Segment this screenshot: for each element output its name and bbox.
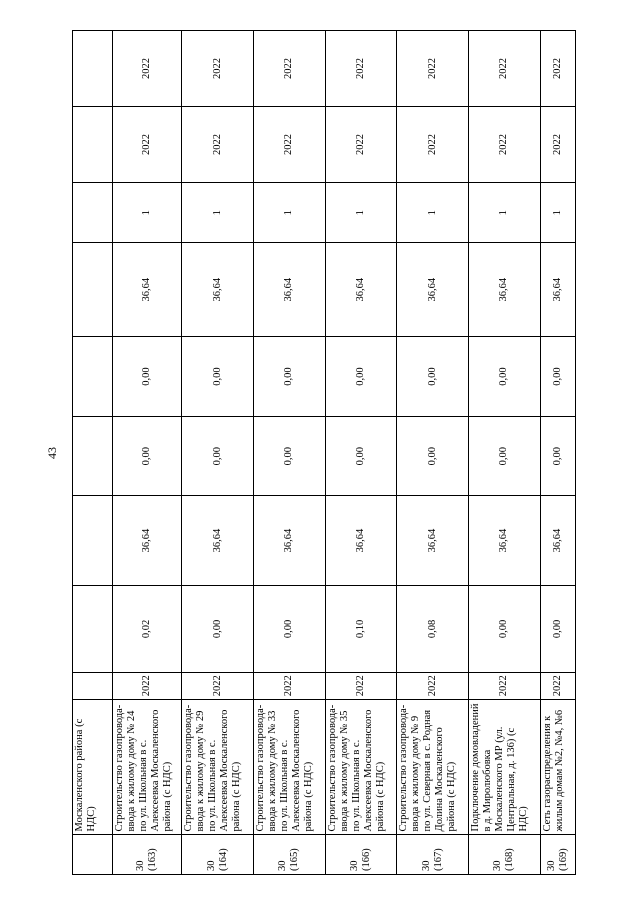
cell-value-3: 0,00 [182,417,254,496]
cell-value-5: 36,64 [325,243,397,337]
header-empty-cell [73,496,113,585]
cell-row-number [112,835,182,875]
row-sub-number: (168) [504,848,516,871]
row-number: 30 [545,860,557,871]
cell-value-7: 2022 [468,107,540,183]
cell-value-1: 0,08 [397,585,469,672]
cell-value-2: 36,64 [468,496,540,585]
rotated-table-container [72,30,576,875]
cell-value-5: 36,64 [468,243,540,337]
cell-value-1: 0,00 [468,585,540,672]
cell-value-3: 0,00 [397,417,469,496]
cell-value-8: 2022 [468,31,540,107]
table-row [397,31,469,875]
cell-value-6: 1 [468,183,540,243]
cell-value-1: 0,00 [540,585,575,672]
cell-value-6: 1 [540,183,575,243]
cell-value-8: 2022 [112,31,182,107]
page-number: 43 [45,447,59,459]
cell-value-8: 2022 [325,31,397,107]
cell-value-7: 2022 [253,107,325,183]
cell-object-name: Строительство газопровода-ввода к жилому дому № 35 по ул. Школьная в с. Алексеевка Москаленского района (с НДС) [325,700,397,835]
cell-value-4: 0,00 [540,337,575,417]
cell-value-4: 0,00 [397,337,469,417]
cell-year: 2022 [468,673,540,700]
cell-value-1: 0,00 [253,585,325,672]
header-empty-cell [73,31,113,107]
cell-value-3: 0,00 [112,417,182,496]
investment-table [72,30,576,875]
row-number: 30 [277,860,289,871]
cell-year: 2022 [397,673,469,700]
row-number: 30 [205,860,217,871]
cell-value-4: 0,00 [325,337,397,417]
cell-value-5: 36,64 [540,243,575,337]
cell-value-6: 1 [325,183,397,243]
header-empty-cell [73,243,113,337]
cell-value-3: 0,00 [540,417,575,496]
header-empty-cell [73,107,113,183]
cell-value-1: 0,02 [112,585,182,672]
row-number: 30 [492,860,504,871]
cell-row-number [325,835,397,875]
cell-value-8: 2022 [397,31,469,107]
cell-object-name: Подключение домовладений в д. Миролюбовка Москаленского МР (ул. Центральная, д. 136) (с НДС) [468,700,540,835]
cell-value-8: 2022 [540,31,575,107]
header-empty-cell [73,585,113,672]
cell-object-name: Строительство газопровода-ввода к жилому дому № 24 по ул. Школьная в с. Алексеевка Москаленского района (с НДС) [112,700,182,835]
table-row [325,31,397,875]
header-empty-cell [73,417,113,496]
row-sub-number: (163) [146,848,158,871]
row-sub-number: (165) [289,848,301,871]
row-sub-number: (164) [217,848,229,871]
cell-row-number [253,835,325,875]
cell-value-7: 2022 [182,107,254,183]
cell-value-3: 0,00 [253,417,325,496]
cell-value-5: 36,64 [397,243,469,337]
cell-value-2: 36,64 [182,496,254,585]
table-header-row [73,31,113,875]
cell-year: 2022 [540,673,575,700]
row-number: 30 [134,860,146,871]
row-number: 30 [420,860,432,871]
header-empty-cell [73,673,113,700]
cell-object-name: Строительство газопровода-ввода к жилому дому № 33 по ул. Школьная в с. Алексеевка Москаленского района (с НДС) [253,700,325,835]
cell-row-number [397,835,469,875]
cell-value-3: 0,00 [468,417,540,496]
cell-value-1: 0,10 [325,585,397,672]
cell-value-2: 36,64 [325,496,397,585]
cell-value-4: 0,00 [253,337,325,417]
header-empty-cell [73,183,113,243]
cell-value-2: 36,64 [112,496,182,585]
cell-value-6: 1 [112,183,182,243]
cell-object-name: Строительство газопровода-ввода к жилому дому № 29 по ул. Школьная в с. Алексеевка Москаленского района (с НДС) [182,700,254,835]
header-text-cell: Москаленского района (с НДС) [73,700,113,835]
row-sub-number: (167) [432,848,444,871]
row-sub-number: (169) [557,848,569,871]
cell-value-8: 2022 [182,31,254,107]
cell-year: 2022 [182,673,254,700]
cell-value-7: 2022 [540,107,575,183]
table-row [253,31,325,875]
header-empty-cell [73,337,113,417]
row-sub-number: (166) [360,848,372,871]
cell-value-2: 36,64 [253,496,325,585]
cell-value-7: 2022 [112,107,182,183]
cell-object-name: Строительство газопровода-ввода к жилому дому № 9 по ул. Северная в с. Родная Долина Москаленского района (с НДС) [397,700,469,835]
cell-value-3: 0,00 [325,417,397,496]
cell-value-2: 36,64 [540,496,575,585]
cell-value-2: 36,64 [397,496,469,585]
cell-year: 2022 [325,673,397,700]
cell-value-1: 0,00 [182,585,254,672]
cell-object-name: Сеть газораспределения к жилым домам №2, №4, №6 [540,700,575,835]
cell-value-4: 0,00 [468,337,540,417]
cell-value-4: 0,00 [112,337,182,417]
cell-value-5: 36,64 [182,243,254,337]
table-row [182,31,254,875]
cell-row-number [182,835,254,875]
cell-value-7: 2022 [325,107,397,183]
cell-value-8: 2022 [253,31,325,107]
table-row [468,31,540,875]
cell-value-6: 1 [253,183,325,243]
cell-value-5: 36,64 [112,243,182,337]
cell-value-6: 1 [182,183,254,243]
table-row [112,31,182,875]
row-number: 30 [348,860,360,871]
cell-value-6: 1 [397,183,469,243]
table-row [540,31,575,875]
cell-year: 2022 [112,673,182,700]
header-empty-cell [73,835,113,875]
cell-value-4: 0,00 [182,337,254,417]
cell-row-number [468,835,540,875]
cell-row-number [540,835,575,875]
cell-year: 2022 [253,673,325,700]
cell-value-5: 36,64 [253,243,325,337]
cell-value-7: 2022 [397,107,469,183]
